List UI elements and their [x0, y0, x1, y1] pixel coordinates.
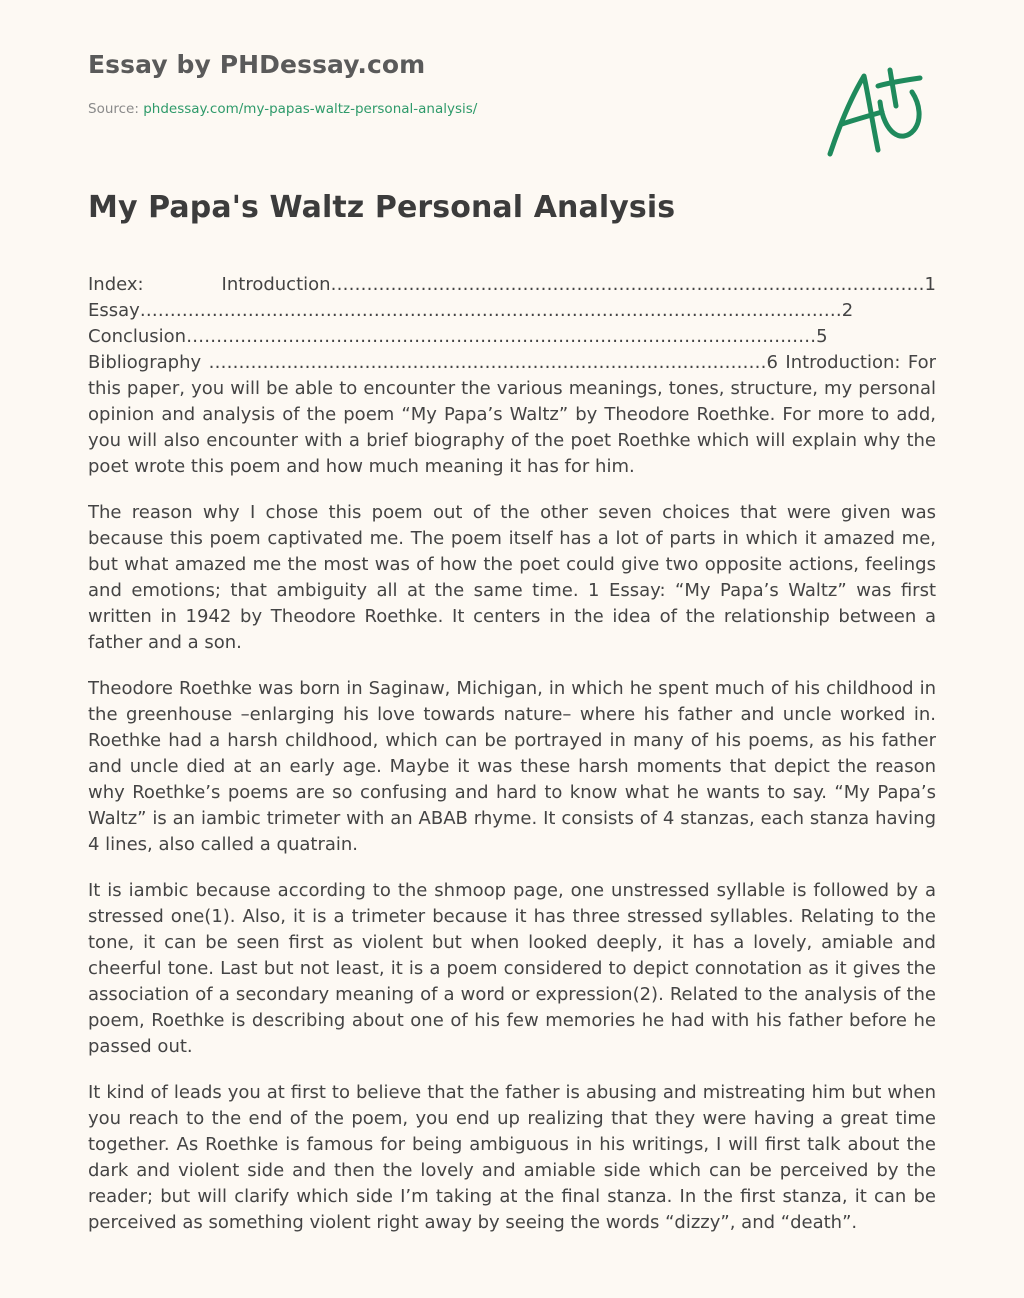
content-fade [0, 1238, 1024, 1254]
essay-body [88, 272, 936, 1250]
essay-paragraph: The reason why I chose this poem out of the other seven choices that were given was because this poem captivated me. The poem itself has a lot of parts in which it amazed me, but what amazed me the most was of how the poet could give two opposite actions, feelings and emotions; that ambiguity all at the same time. 1 Essay: “My Papa’s Waltz” was first written in 1942 by Theodore Roethke. It centers in the idea of the relationship between a father and a son. [88, 502, 936, 653]
a-plus-grade-icon [818, 62, 930, 166]
source-line [88, 101, 788, 117]
essay-paragraph: It is iambic because according to the shmoop page, one unstressed syllable is followed by a stressed one(1). Also, it is a trimeter because it has three stressed syllables. Relating to the tone, it can be seen first as violent but when looked deeply, it has a lovely, amiable and cheerful tone. Last but not least, it is a poem considered to depict connotation as it gives the association of a secondary meaning of a word or expression(2). Related to the analysis of the poem, Roethke is describing about one of his few memories he had with his father before he passed out. [88, 880, 936, 1057]
source-link[interactable]: phdessay.com/my-papas-waltz-personal-analysis/ [143, 101, 478, 117]
essay-paragraph: Theodore Roethke was born in Saginaw, Michigan, in which he spent much of his childhood in the greenhouse –enlarging his love towards nature– where his father and uncle worked in. Roethke had a harsh childhood, which can be portrayed in many of his poems, as his father and uncle died at an early age. Maybe it was these harsh moments that depict the reason why Roethke’s poems are so confusing and hard to know what he wants to say. “My Papa’s Waltz” is an iambic trimeter with an ABAB rhyme. It consists of 4 stanzas, each stanza having 4 lines, also called a quatrain. [88, 678, 936, 855]
source-label: Source: [88, 101, 139, 117]
essay-paragraph: Index: Introduction………………………………………………………………………………………1 Essay………………………………………………………………………………………………………2 Conclusion……………………………………………………………………………………………5 Bibliography …………………………………………………………………………………6 Introduction: For this paper, you will be able to encounter the various meanings, tones, structure, my personal opinion and analysis of the poem “My Papa’s Waltz” by Theodore Roethke. For more to add, you will also encounter with a brief biography of the poet Roethke which will explain why the poet wrote this poem and how much meaning it has for him. [88, 274, 936, 477]
essay-paragraph: It kind of leads you at first to believe that the father is abusing and mistreating him but when you reach to the end of the poem, you end up realizing that they were having a great time together. As Roethke is famous for being ambiguous in his writings, I will first talk about the dark and violent side and then the lovely and amiable side which can be perceived by the reader; but will clarify which side I’m taking at the final stanza. In the first stanza, it can be perceived as something violent right away by seeing the words “dizzy”, and “death”. [88, 1082, 936, 1233]
site-brand: Essay by PHDessay.com [88, 50, 426, 79]
site-header [88, 50, 788, 117]
page-title: My Papa's Waltz Personal Analysis [88, 190, 676, 225]
